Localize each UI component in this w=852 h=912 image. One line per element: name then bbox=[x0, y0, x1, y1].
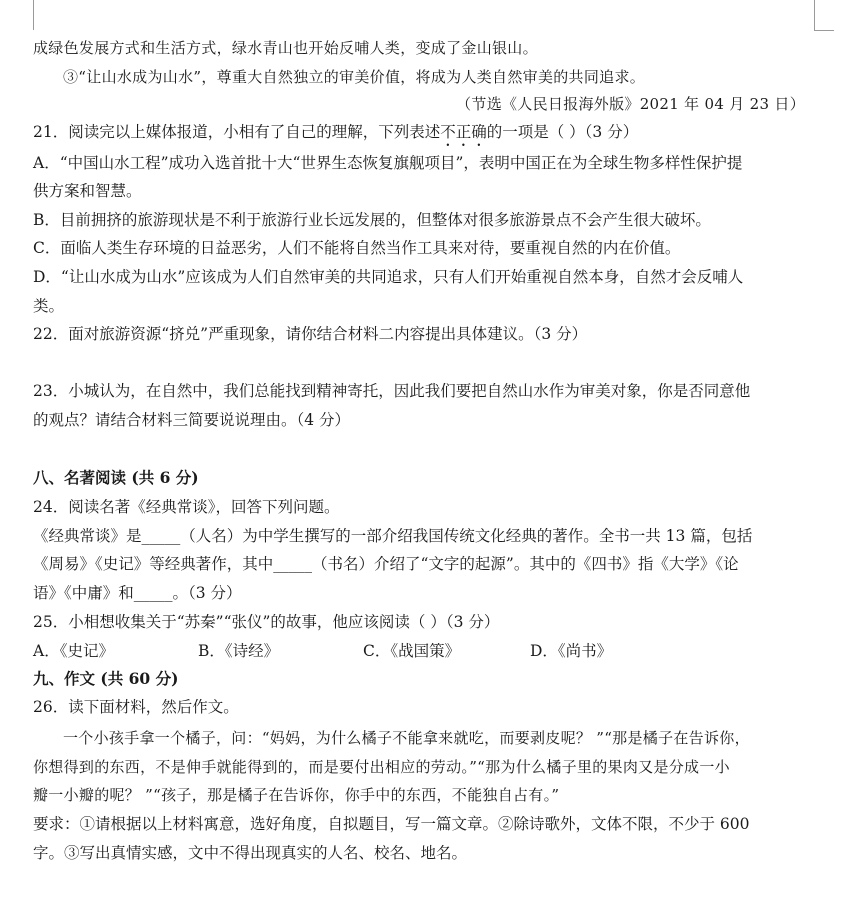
material-source: （节选《人民日报海外版》2021 年 04 月 23 日） bbox=[456, 95, 805, 113]
question-26-stem: 26．读下面材料，然后作文。 bbox=[33, 698, 239, 716]
q26-requirement-line-1: 要求：①请根据以上材料寓意，选好角度，自拟题目，写一篇文章。②除诗歌外，文体不限，不少于 600 bbox=[33, 815, 750, 833]
q21-option-d-line-2: 类。 bbox=[33, 297, 65, 315]
q21-option-a-line-1: A．“中国山水工程”成功入选首批十大“世界生态恢复旗舰项目”，表明中国正在为全球生物多样性保护提 bbox=[33, 154, 743, 172]
q21-stem-after: 的一项是（ ）（3 分） bbox=[486, 123, 639, 141]
section-9-heading: 九、作文 (共 60 分) bbox=[33, 669, 179, 688]
q21-stem-before: 21．阅读完以上媒体报道，小相有了自己的理解，下列表述 bbox=[33, 123, 441, 141]
crop-mark-right bbox=[814, 0, 815, 30]
q21-option-b: B．目前拥挤的旅游现状是不利于旅游行业长远发展的，但整体对很多旅游景点不会产生很大破坏。 bbox=[33, 211, 711, 229]
q26-material-line-3: 瓣一小瓣的呢？ ”“孩子，那是橘子在告诉你，你手中的东西，不能独自占有。” bbox=[33, 786, 560, 804]
q25-option-d: D．《尚书》 bbox=[530, 642, 613, 660]
question-23-line-1: 23．小城认为，在自然中，我们总能找到精神寄托，因此我们要把自然山水作为审美对象，你是否同意他 bbox=[33, 382, 751, 400]
question-23-line-2: 的观点？请结合材料三简要说说理由。（4 分） bbox=[33, 411, 351, 429]
question-25-stem: 25．小相想收集关于“苏秦”“张仪”的故事，他应该阅读（ ）（3 分） bbox=[33, 613, 500, 631]
material-line-2: ③“让山水成为山水”，尊重大自然独立的审美价值，将成为人类自然审美的共同追求。 bbox=[63, 68, 646, 86]
q21-option-d-line-1: D．“让山水成为山水”应该成为人们自然审美的共同追求，只有人们开始重视自然本身，自然才会反哺人 bbox=[33, 268, 744, 286]
crop-mark-right-horizontal bbox=[814, 30, 834, 31]
q21-option-a-line-2: 供方案和智慧。 bbox=[33, 182, 142, 200]
q26-requirement-line-2: 字。③写出真情实感，文中不得出现真实的人名、校名、地名。 bbox=[33, 844, 468, 862]
question-24-stem: 24．阅读名著《经典常谈》，回答下列问题。 bbox=[33, 498, 340, 516]
question-24-line-1: 《经典常谈》是_____（人名）为中学生撰写的一部介绍我国传统文化经典的著作。全书一共 13 篇，包括 bbox=[33, 527, 753, 545]
q21-emphasis: 不正确 bbox=[440, 123, 487, 141]
question-22: 22．面对旅游资源“挤兑”严重现象，请你结合材料二内容提出具体建议。（3 分） bbox=[33, 325, 588, 343]
crop-mark-left bbox=[33, 0, 34, 30]
section-8-heading: 八、名著阅读 (共 6 分) bbox=[33, 468, 199, 487]
question-24-line-2: 《周易》《史记》等经典著作，其中_____（书名）介绍了“文字的起源”。其中的《四书》指《大学》《论 bbox=[33, 555, 739, 573]
q25-option-c: C．《战国策》 bbox=[363, 642, 461, 660]
q21-option-c: C．面临人类生存环境的日益恶劣，人们不能将自然当作工具来对待，要重视自然的内在价值。 bbox=[33, 239, 681, 257]
q26-material-line-1: 一个小孩手拿一个橘子，问：“妈妈，为什么橘子不能拿来就吃，而要剥皮呢？ ”“那是橘子在告诉你， bbox=[63, 729, 750, 747]
q25-option-b: B．《诗经》 bbox=[198, 642, 280, 660]
material-line-1: 成绿色发展方式和生活方式，绿水青山也开始反哺人类，变成了金山银山。 bbox=[33, 39, 538, 57]
q26-material-line-2: 你想得到的东西，不是伸手就能得到的，而是要付出相应的劳动。”“那为什么橘子里的果肉又是分成一小 bbox=[33, 758, 730, 776]
question-24-line-3: 语》《中庸》和_____。（3 分） bbox=[33, 584, 242, 602]
question-21-stem bbox=[33, 122, 638, 150]
q25-option-a: A．《史记》 bbox=[33, 642, 114, 660]
